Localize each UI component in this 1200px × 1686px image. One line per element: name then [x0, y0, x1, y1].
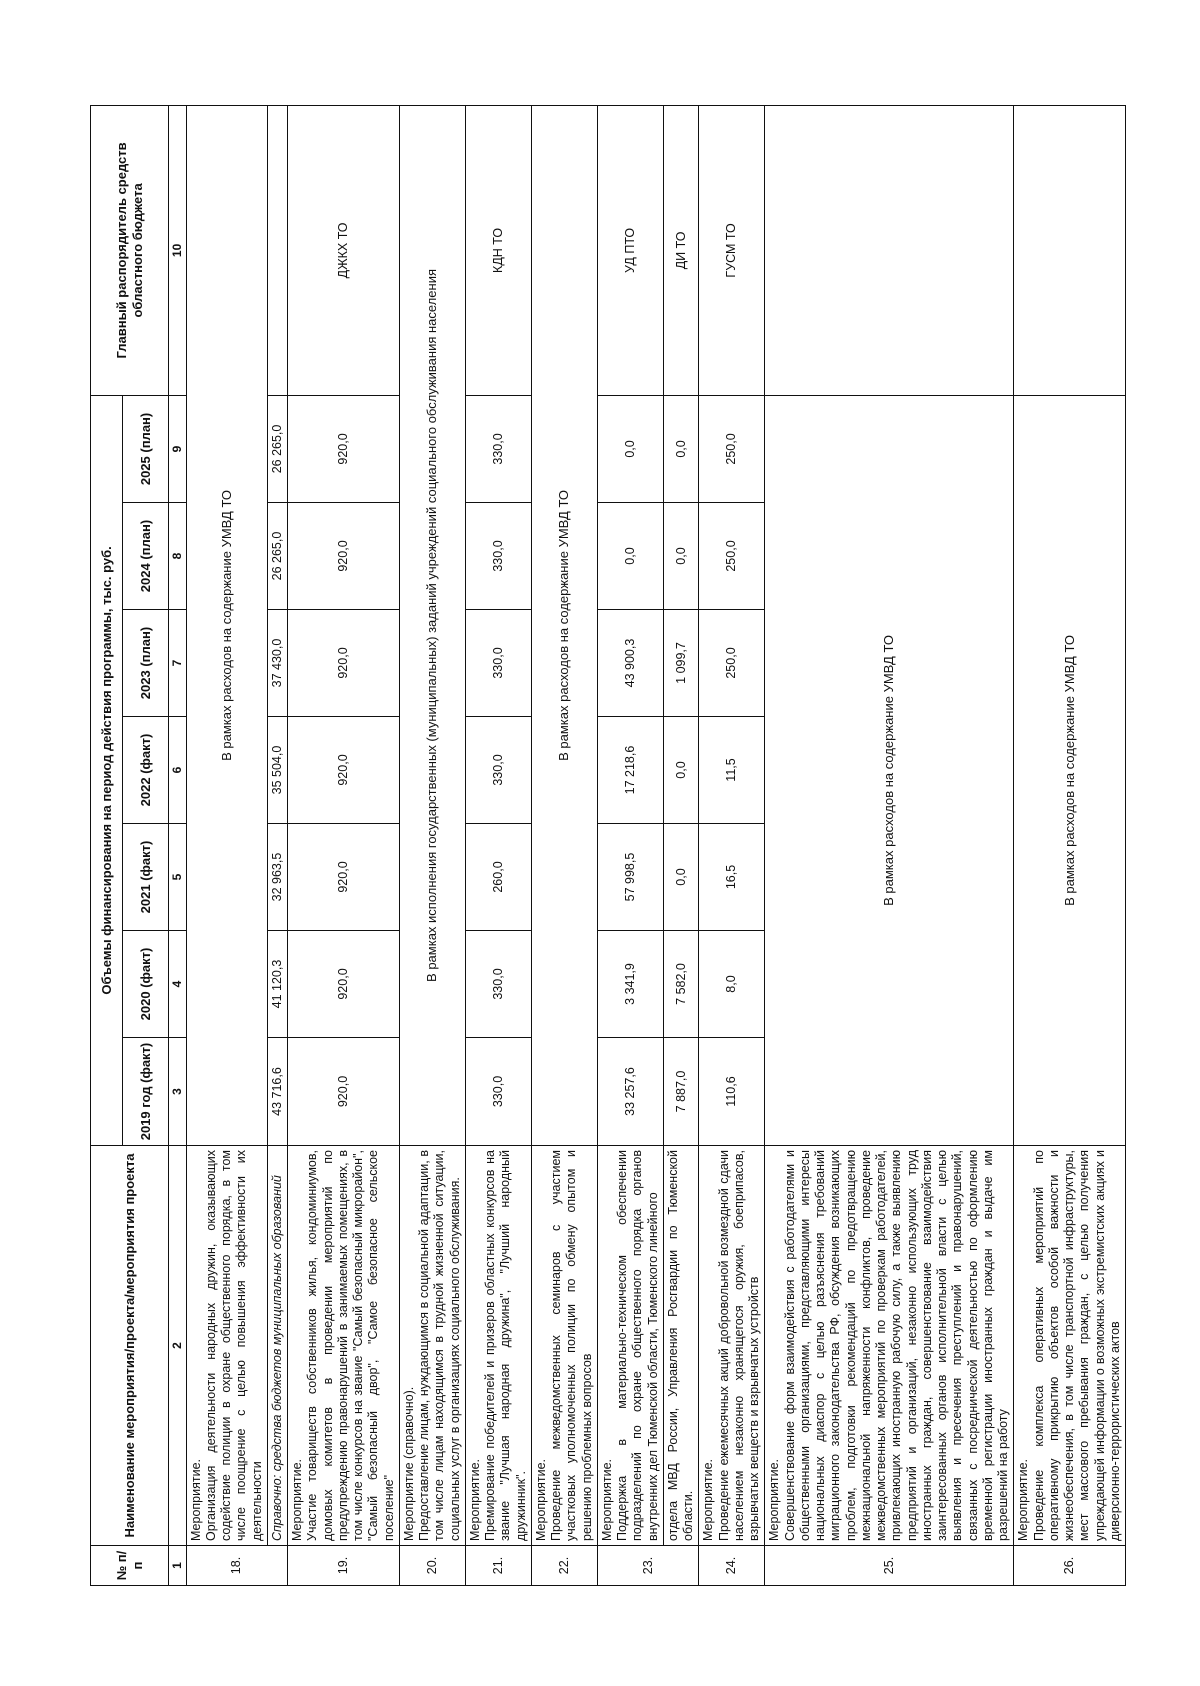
row-text: Проведение межведомственных семинаров с участием участковых уполномоченных полиции по обмену опытом и решению проблемных вопросов	[549, 1150, 594, 1541]
value-2022: 35 504,0	[267, 717, 287, 824]
index-cell: 5	[169, 824, 187, 931]
value-2019: 330,0	[465, 1038, 531, 1146]
header-2024: 2024 (план)	[123, 503, 169, 610]
value-2022: 17 218,6	[597, 717, 663, 824]
header-name: Наименование мероприятия/проекта/мероприятия проекта	[91, 1146, 169, 1546]
value-2020: 41 120,3	[267, 931, 287, 1038]
distributor-cell: ДЖКХ ТО	[288, 105, 400, 395]
row-description	[465, 1146, 531, 1546]
value-2020: 330,0	[465, 931, 531, 1038]
value-2023: 43 900,3	[597, 610, 663, 717]
row-title: Мероприятие.	[467, 1458, 482, 1541]
value-2023: 920,0	[288, 610, 400, 717]
row-number: 25.	[765, 1546, 1014, 1586]
value-2025: 250,0	[699, 395, 765, 502]
value-2021: 57 998,5	[597, 824, 663, 931]
value-2023: 1 099,7	[663, 610, 699, 717]
index-cell: 4	[169, 931, 187, 1038]
header-financing: Объемы финансирования на период действия программы, тыс. руб.	[91, 395, 123, 1145]
row-text: Совершенствование форм взаимодействия с работодателями и общественными организациями, представляющими интересы национальных диаспор с целью разъяснения требований миграционного законодательства РФ, обсуждения возникающих проблем, подготовки рекомендаций по предотвращению межнациональной напряженности конфликтов, проведение межведомственных мероприятий по проверкам работодателей, привлекающих иностранную рабочую силу, а также выявлению предприятий и организаций, незаконно использующих труд иностранных граждан, совершенствование взаимодействия заинтересованных органов исполнительной власти с целью выявления и пресечения преступлений и правонарушений, связанных с посреднической деятельностью по оформлению временной регистрации иностранных граждан и выдаче им разрешений на работу	[782, 1150, 1011, 1541]
value-2019: 33 257,6	[597, 1038, 663, 1146]
row-title: Мероприятие.	[290, 1458, 305, 1541]
table-row	[186, 105, 267, 1585]
index-cell: 7	[169, 610, 187, 717]
row-text: Премирование победителей и призеров областных конкурсов на звание "Лучшая народная дружина", "Лучший народный дружинник".	[483, 1150, 528, 1541]
table-row	[288, 105, 400, 1585]
value-2019: 920,0	[288, 1038, 400, 1146]
value-2025: 920,0	[288, 395, 400, 502]
row-number: 22.	[531, 1546, 597, 1586]
index-cell: 1	[169, 1546, 187, 1586]
row-text: Проведение ежемесячных акций добровольной возмездной сдачи населением незаконно хранящегося оружия, боеприпасов, взрывчатых веществ и взрывчатых устройств	[716, 1150, 762, 1541]
value-2025: 330,0	[465, 395, 531, 502]
span-note: В рамках исполнения государственных (муниципальных) заданий учреждений социального обслуживания населения	[399, 105, 465, 1145]
value-2019: 43 716,6	[267, 1038, 287, 1146]
row-description	[267, 1146, 287, 1546]
row-number: 19.	[288, 1546, 400, 1586]
value-2021: 920,0	[288, 824, 400, 931]
row-title: Мероприятие.	[599, 1458, 614, 1541]
row-number: 21.	[465, 1546, 531, 1586]
row-description	[699, 1146, 765, 1546]
row-text: Организация деятельности народных дружин, оказывающих содействие полиции в охране общественного порядка, в том числе поощрение с целью повышения эффективности их деятельности	[203, 1150, 264, 1541]
table-row	[597, 105, 663, 1585]
span-note: В рамках расходов на содержание УМВД ТО	[1014, 395, 1126, 1145]
table-row	[267, 105, 287, 1585]
index-cell: 3	[169, 1038, 187, 1146]
table-row	[699, 105, 765, 1585]
distributor-cell: ГУСМ ТО	[699, 105, 765, 395]
value-2024: 250,0	[699, 503, 765, 610]
index-cell: 6	[169, 717, 187, 824]
value-2023: 330,0	[465, 610, 531, 717]
value-2025: 0,0	[663, 395, 699, 502]
value-2021: 0,0	[663, 824, 699, 931]
row-number: 23.	[597, 1546, 699, 1586]
row-text: отдела МВД России, Управления Росгвардии по Тюменской области.	[665, 1150, 696, 1541]
row-title: Мероприятие.	[767, 1458, 782, 1541]
value-2022: 920,0	[288, 717, 400, 824]
row-description	[597, 1146, 663, 1546]
span-note: В рамках расходов на содержание УМВД ТО	[531, 105, 597, 1145]
value-2020: 7 582,0	[663, 931, 699, 1038]
row-text: Поддержка в материально-техническом обеспечении подразделений по охране общественного порядка органов внутренних дел Тюменской области, Тюменского линейного	[615, 1150, 660, 1541]
row-number: 20.	[399, 1546, 465, 1586]
row-title: Мероприятие.	[188, 1458, 203, 1541]
table-row	[1014, 105, 1126, 1585]
value-2023: 250,0	[699, 610, 765, 717]
header-2021: 2021 (факт)	[123, 824, 169, 931]
value-2022: 0,0	[663, 717, 699, 824]
table-row	[531, 105, 597, 1585]
header-2019: 2019 год (факт)	[123, 1038, 169, 1146]
value-2019: 7 887,0	[663, 1038, 699, 1146]
index-cell: 10	[169, 105, 187, 395]
row-description	[186, 1146, 267, 1546]
row-title: Мероприятие (справочно).	[401, 1386, 416, 1541]
row-text: Участие товариществ собственников жилья, кондоминиумов, домовых комитетов в проведении мероприятий по предупреждению правонарушений в занимаемых помещениях, в том числе конкурсов на звание "Самый безопасный микрорайон", "Самый безопасный двор", "Самое безопасное сельское поселение"	[305, 1150, 396, 1541]
header-num: № п/п	[91, 1546, 169, 1586]
value-2019: 110,6	[699, 1038, 765, 1146]
row-description	[1014, 1146, 1126, 1546]
row-text: Предоставление лицам, нуждающимся в социальной адаптации, в том числе лицам находящимся в трудной жизненной ситуации, социальных услуг в организациях социального обслуживания.	[417, 1150, 462, 1541]
value-2024: 920,0	[288, 503, 400, 610]
row-description	[288, 1146, 400, 1546]
index-cell: 8	[169, 503, 187, 610]
row-title: Мероприятие.	[533, 1458, 548, 1541]
row-description	[663, 1146, 699, 1546]
span-note: В рамках расходов на содержание УМВД ТО	[765, 395, 1014, 1145]
span-note: В рамках расходов на содержание УМВД ТО	[186, 105, 267, 1145]
value-2022: 11,5	[699, 717, 765, 824]
row-description	[399, 1146, 465, 1546]
value-2022: 330,0	[465, 717, 531, 824]
value-2024: 26 265,0	[267, 503, 287, 610]
value-2021: 32 963,5	[267, 824, 287, 931]
value-2025: 0,0	[597, 395, 663, 502]
distributor-cell	[765, 105, 1014, 395]
value-2020: 3 341,9	[597, 931, 663, 1038]
header-distributor: Главный распорядитель средств областного бюджета	[91, 105, 169, 395]
index-cell: 9	[169, 395, 187, 502]
value-2020: 8,0	[699, 931, 765, 1038]
table-row	[399, 105, 465, 1585]
distributor-cell: ДИ ТО	[663, 105, 699, 395]
row-number: 18.	[186, 1546, 288, 1586]
header-2022: 2022 (факт)	[123, 717, 169, 824]
value-2024: 0,0	[663, 503, 699, 610]
index-row	[169, 105, 187, 1585]
distributor-cell	[1014, 105, 1126, 395]
financing-table	[90, 105, 1126, 1586]
distributor-cell	[267, 105, 287, 395]
value-2021: 16,5	[699, 824, 765, 931]
distributor-cell: КДН ТО	[465, 105, 531, 395]
header-2020: 2020 (факт)	[123, 931, 169, 1038]
table-row	[765, 105, 1014, 1585]
value-2025: 26 265,0	[267, 395, 287, 502]
row-description	[531, 1146, 597, 1546]
row-text: Проведение комплекса оперативных мероприятий по оперативному прикрытию объектов особой важности и жизнеобеспечения, в том числе транспортной инфраструктуры, мест массового пребывания граждан, с целью получения упреждающей информации о возможных экстремистских акциях и диверсионно-террористических актов	[1031, 1150, 1122, 1541]
value-2020: 920,0	[288, 931, 400, 1038]
table-row	[663, 105, 699, 1585]
row-number: 24.	[699, 1546, 765, 1586]
value-2023: 37 430,0	[267, 610, 287, 717]
header-2025: 2025 (план)	[123, 395, 169, 502]
row-description	[765, 1146, 1014, 1546]
row-title: Мероприятие.	[701, 1458, 716, 1541]
value-2024: 0,0	[597, 503, 663, 610]
distributor-cell: УД ПТО	[597, 105, 663, 395]
value-2021: 260,0	[465, 824, 531, 931]
row-number: 26.	[1014, 1546, 1126, 1586]
row-title: Мероприятие.	[1016, 1458, 1031, 1541]
table-row	[465, 105, 531, 1585]
header-2023: 2023 (план)	[123, 610, 169, 717]
row-subtext: Справочно: средства бюджетов муниципальных образований	[269, 1175, 284, 1541]
index-cell: 2	[169, 1146, 187, 1546]
value-2024: 330,0	[465, 503, 531, 610]
